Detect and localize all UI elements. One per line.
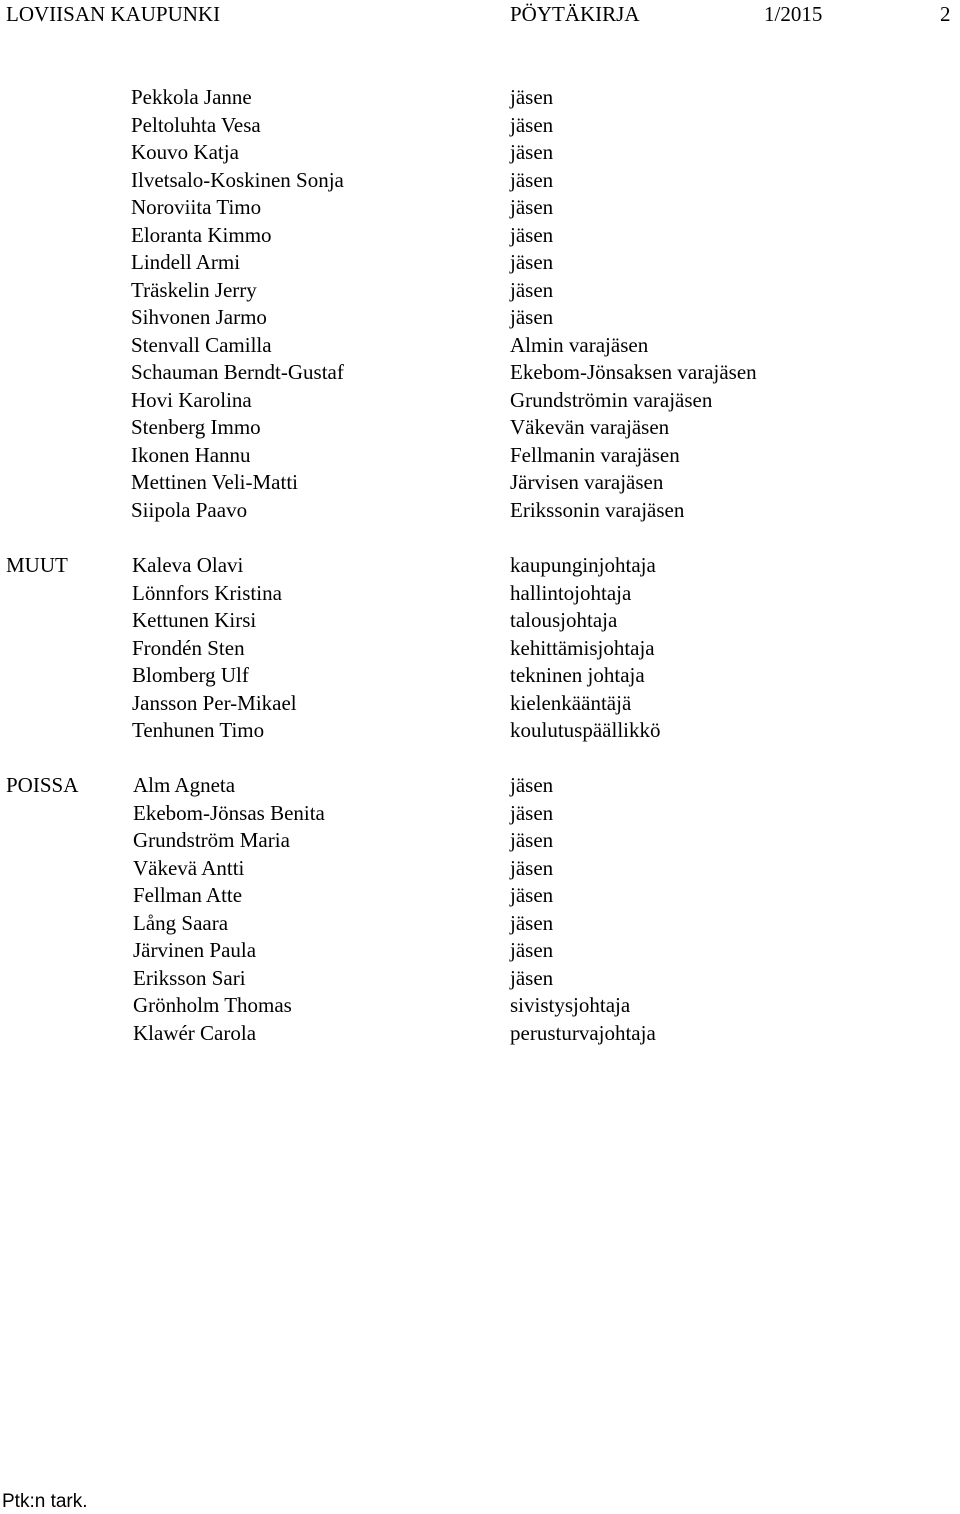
- person-name: Klawér Carola: [133, 1020, 257, 1045]
- person-name: Kettunen Kirsi: [132, 608, 257, 632]
- page-number: 2: [940, 2, 951, 26]
- list-item: [0, 772, 960, 800]
- person-role: jäsen: [510, 277, 554, 302]
- list-item: [0, 552, 960, 580]
- person-name: Jansson Per-Mikael: [132, 690, 297, 715]
- list-item: [0, 937, 960, 965]
- others-list: [0, 552, 960, 745]
- person-name: Lång Saara: [133, 910, 229, 935]
- person-role: jäsen: [510, 828, 554, 852]
- members-list: [0, 84, 960, 524]
- list-item: [0, 112, 960, 140]
- list-item: [0, 662, 960, 690]
- person-role: Järvisen varajäsen: [510, 470, 664, 494]
- person-name: Blomberg Ulf: [132, 663, 249, 687]
- person-name: Peltoluhta Vesa: [131, 112, 261, 137]
- person-role: jäsen: [510, 85, 554, 109]
- person-role: talousjohtaja: [510, 608, 618, 632]
- person-role: Väkevän varajäsen: [510, 415, 670, 439]
- person-role: jäsen: [510, 250, 554, 274]
- person-role: kehittämisjohtaja: [510, 635, 655, 660]
- person-name: Eloranta Kimmo: [131, 222, 272, 247]
- person-role: jäsen: [510, 112, 554, 137]
- list-item: [0, 222, 960, 250]
- person-name: Ilvetsalo-Koskinen Sonja: [131, 167, 344, 192]
- person-name: Pekkola Janne: [131, 85, 252, 109]
- person-role: jäsen: [510, 855, 554, 880]
- person-role: perusturvajohtaja: [510, 1020, 656, 1045]
- person-role: tekninen johtaja: [510, 663, 645, 687]
- person-name: Grundström Maria: [133, 828, 290, 852]
- section-label-others: MUUT: [6, 553, 68, 577]
- person-role: koulutuspäällikkö: [510, 718, 661, 742]
- person-role: jäsen: [510, 800, 554, 825]
- person-name: Kaleva Olavi: [132, 553, 244, 577]
- person-name: Järvinen Paula: [133, 938, 257, 962]
- person-role: jäsen: [510, 222, 554, 247]
- list-item: [0, 882, 960, 910]
- list-item: [0, 992, 960, 1020]
- person-name: Siipola Paavo: [131, 497, 248, 522]
- list-item: [0, 800, 960, 828]
- person-name: Eriksson Sari: [133, 965, 246, 990]
- list-item: [0, 690, 960, 718]
- person-role: Almin varajäsen: [510, 332, 649, 357]
- list-item: [0, 855, 960, 883]
- person-name: Noroviita Timo: [131, 195, 262, 219]
- document-number: 1/2015: [764, 2, 823, 26]
- list-item: [0, 249, 960, 277]
- person-role: jäsen: [510, 140, 554, 164]
- organization-name: LOVIISAN KAUPUNKI: [6, 2, 221, 26]
- person-role: Erikssonin varajäsen: [510, 497, 685, 522]
- list-item: [0, 717, 960, 745]
- list-item: [0, 497, 960, 525]
- person-name: Schauman Berndt-Gustaf: [131, 360, 344, 384]
- person-name: Stenberg Immo: [131, 415, 261, 439]
- person-role: jäsen: [510, 938, 554, 962]
- list-item: [0, 139, 960, 167]
- person-name: Sihvonen Jarmo: [131, 305, 267, 329]
- person-role: kaupunginjohtaja: [510, 553, 656, 577]
- person-role: jäsen: [510, 305, 554, 329]
- footer-note: Ptk:n tark.: [2, 1491, 88, 1512]
- section-label-absent: POISSA: [6, 773, 79, 797]
- person-role: Fellmanin varajäsen: [510, 442, 680, 467]
- list-item: [0, 332, 960, 360]
- person-role: jäsen: [510, 195, 554, 219]
- person-name: Väkevä Antti: [133, 855, 245, 880]
- list-item: [0, 442, 960, 470]
- person-role: jäsen: [510, 773, 554, 797]
- absent-list: [0, 772, 960, 1047]
- person-role: jäsen: [510, 965, 554, 990]
- list-item: [0, 635, 960, 663]
- person-role: kielenkääntäjä: [510, 690, 632, 715]
- person-role: jäsen: [510, 883, 554, 907]
- list-item: [0, 965, 960, 993]
- person-role: hallintojohtaja: [510, 580, 632, 605]
- list-item: [0, 277, 960, 305]
- person-role: Grundströmin varajäsen: [510, 387, 713, 412]
- person-name: Lindell Armi: [131, 250, 241, 274]
- person-name: Alm Agneta: [133, 773, 236, 797]
- person-name: Hovi Karolina: [131, 387, 252, 412]
- list-item: [0, 580, 960, 608]
- person-name: Grönholm Thomas: [133, 993, 292, 1017]
- person-name: Kouvo Katja: [131, 140, 239, 164]
- person-role: Ekebom-Jönsaksen varajäsen: [510, 360, 757, 384]
- person-name: Stenvall Camilla: [131, 332, 272, 357]
- list-item: [0, 1020, 960, 1048]
- person-name: Frondén Sten: [132, 635, 245, 660]
- list-item: [0, 827, 960, 855]
- list-item: [0, 304, 960, 332]
- person-role: jäsen: [510, 167, 554, 192]
- person-name: Tenhunen Timo: [132, 718, 265, 742]
- page-header: [0, 0, 960, 28]
- list-item: [0, 469, 960, 497]
- person-name: Ekebom-Jönsas Benita: [133, 800, 325, 825]
- person-name: Träskelin Jerry: [131, 277, 257, 302]
- list-item: [0, 84, 960, 112]
- list-item: [0, 194, 960, 222]
- list-item: [0, 910, 960, 938]
- person-name: Fellman Atte: [133, 883, 243, 907]
- list-item: [0, 607, 960, 635]
- person-role: sivistysjohtaja: [510, 993, 631, 1017]
- list-item: [0, 387, 960, 415]
- person-role: jäsen: [510, 910, 554, 935]
- list-item: [0, 414, 960, 442]
- person-name: Mettinen Veli-Matti: [131, 470, 299, 494]
- list-item: [0, 167, 960, 195]
- list-item: [0, 359, 960, 387]
- document-type: PÖYTÄKIRJA: [510, 2, 640, 26]
- person-name: Ikonen Hannu: [131, 442, 251, 467]
- person-name: Lönnfors Kristina: [132, 580, 282, 605]
